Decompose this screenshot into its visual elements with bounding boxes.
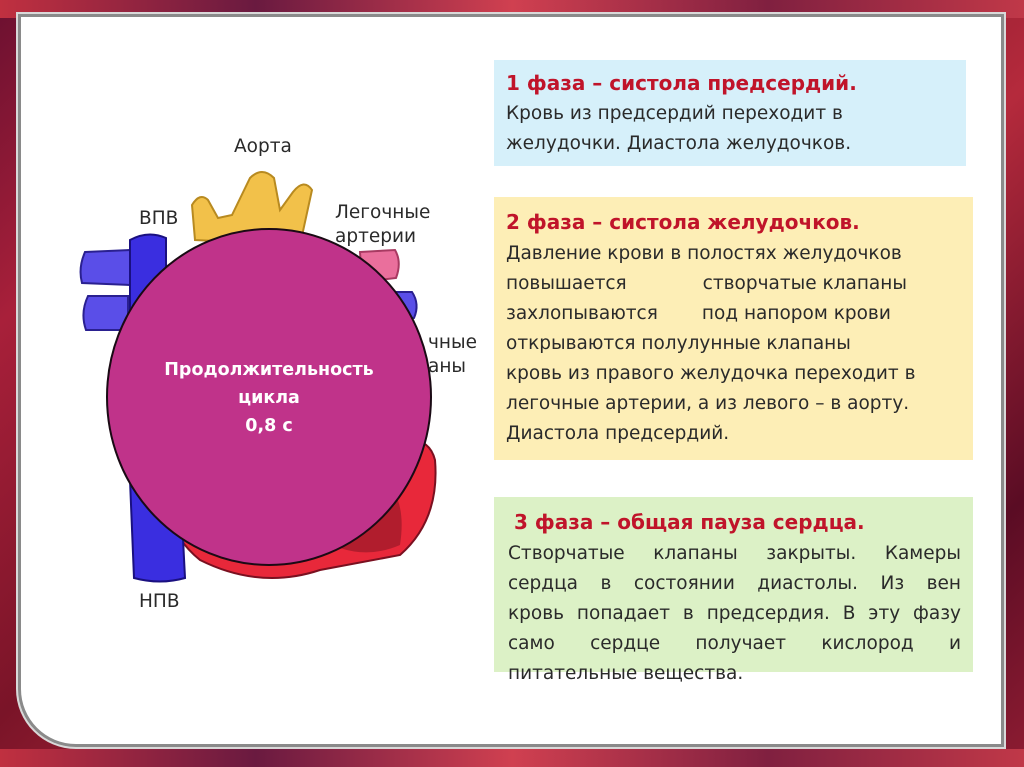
- phase2-text: створчатые клапаны: [702, 273, 907, 294]
- label-valves-partial-2: аны: [428, 356, 467, 377]
- phase2-line-arrow: [506, 269, 961, 299]
- phase2-line: кровь из правого желудочка переходит в: [506, 363, 916, 384]
- phase2-line: Давление крови в полостях желудочков: [506, 243, 902, 264]
- phase2-title: 2 фаза – систола желудочков.: [506, 210, 860, 234]
- left-vein-upper-shape: [81, 250, 130, 285]
- phase2-text: под напором крови: [701, 303, 891, 324]
- phase2-box: [494, 197, 973, 460]
- phase2-text: повышается: [506, 273, 627, 294]
- phase2-line: Диастола предсердий.: [506, 423, 730, 444]
- phase3-box: [494, 497, 973, 684]
- phase3-line: питательные вещества.: [508, 663, 744, 684]
- cycle-line1: Продолжительность: [164, 360, 374, 380]
- phase1-box: [494, 60, 966, 166]
- phase1-title: 1 фаза – систола предсердий.: [506, 71, 857, 95]
- label-pulmonary-line2: артерии: [335, 226, 417, 247]
- phase2-line: открываются полулунные клапаны: [506, 333, 851, 354]
- cycle-label: [130, 356, 408, 440]
- label-ivc: НПВ: [139, 591, 180, 612]
- cycle-line2: цикла: [238, 388, 300, 408]
- phase3-line: само сердце получает кислород и: [508, 633, 961, 654]
- label-svc: ВПВ: [139, 208, 179, 229]
- phase3-line: сердца в состоянии диастолы. Из вен: [508, 573, 961, 594]
- cycle-line3: 0,8 с: [245, 416, 293, 436]
- left-vein-lower-shape: [83, 296, 128, 330]
- phase1-line: Кровь из предсердий переходит в: [506, 103, 843, 124]
- label-aorta: Аорта: [234, 136, 292, 157]
- phase2-line: легочные артерии, а из левого – в аорту.: [506, 393, 910, 414]
- label-pulmonary-line1: Легочные: [335, 202, 431, 223]
- phase3-title: 3 фаза – общая пауза сердца.: [514, 510, 865, 534]
- phase1-line: желудочки. Диастола желудочков.: [506, 133, 852, 154]
- phase2-text: захлопываются: [506, 303, 658, 324]
- phase3-line: кровь попадает в предсердия. В эту фазу: [508, 603, 961, 624]
- phase2-line-arrow: [506, 299, 961, 329]
- phase3-line: Створчатые клапаны закрыты. Камеры: [508, 543, 961, 564]
- label-valves-partial-1: чные: [428, 332, 478, 353]
